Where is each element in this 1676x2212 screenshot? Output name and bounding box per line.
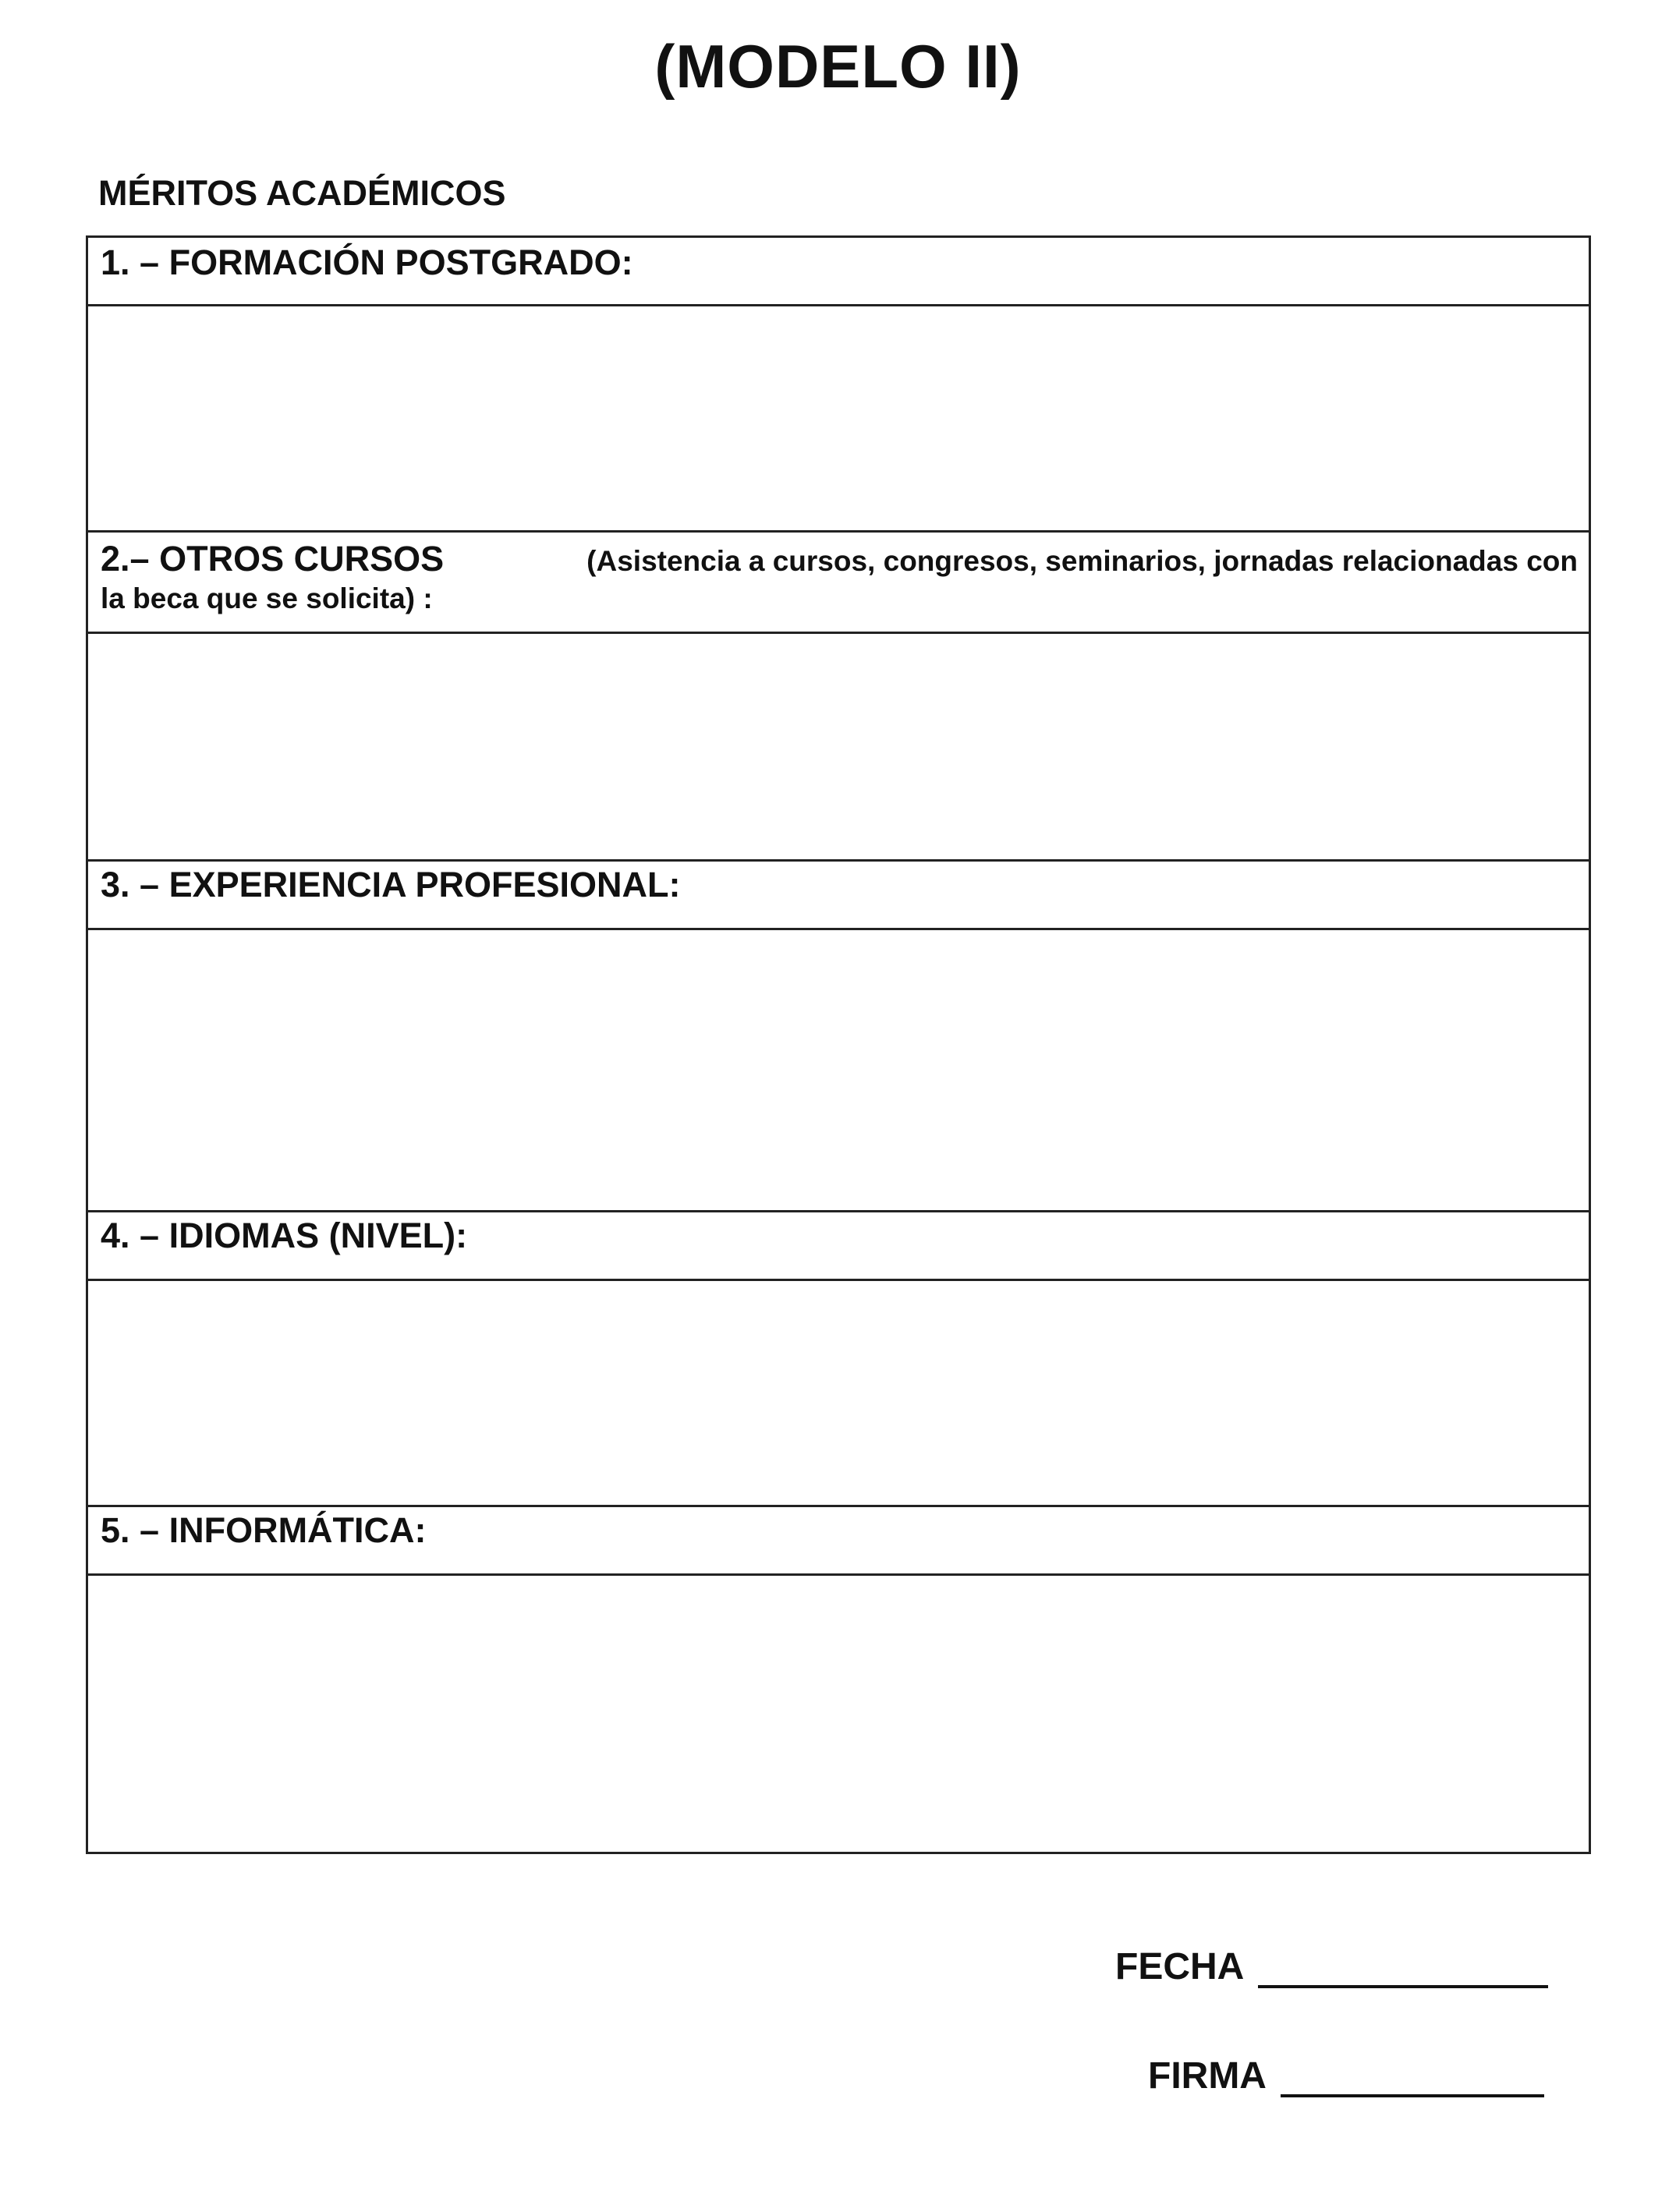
section-2-label: OTROS CURSOS (159, 539, 445, 579)
firma-line (1148, 2055, 1544, 2097)
section-3-field[interactable] (88, 930, 1589, 1212)
section-1-number: 1. – (101, 242, 160, 282)
section-2-field[interactable] (88, 634, 1589, 862)
section-4-label: IDIOMAS (NIVEL): (168, 1216, 468, 1255)
section-2-note-line2: la beca que se solicita) : (101, 582, 433, 614)
form-table (86, 235, 1591, 1854)
section-1-header (88, 238, 1589, 306)
section-3-number: 3. – (101, 865, 160, 904)
section-3-label: EXPERIENCIA PROFESIONAL: (168, 865, 681, 904)
section-5-field[interactable] (88, 1576, 1589, 1852)
section-2-header (88, 533, 1589, 634)
section-4-number: 4. – (101, 1216, 160, 1255)
firma-field[interactable] (1281, 2060, 1544, 2097)
firma-label: FIRMA (1148, 2055, 1267, 2097)
fecha-label: FECHA (1115, 1946, 1245, 1987)
section-1-field[interactable] (88, 306, 1589, 533)
page-title: (MODELO II) (654, 32, 1022, 101)
section-2-note-line1: (Asistencia a cursos, congresos, seminarios, jornadas relacionadas con (586, 545, 1578, 577)
section-5-header (88, 1507, 1589, 1576)
section-5-label: INFORMÁTICA: (168, 1510, 427, 1550)
section-heading: MÉRITOS ACADÉMICOS (98, 173, 506, 213)
section-2-number: 2.– (101, 539, 150, 579)
section-5-number: 5. – (101, 1510, 160, 1550)
section-4-field[interactable] (88, 1281, 1589, 1507)
section-3-header (88, 862, 1589, 930)
section-1-label: FORMACIÓN POSTGRADO: (168, 242, 633, 282)
fecha-line (1115, 1945, 1548, 1988)
section-4-header (88, 1212, 1589, 1281)
fecha-field[interactable] (1258, 1951, 1548, 1988)
